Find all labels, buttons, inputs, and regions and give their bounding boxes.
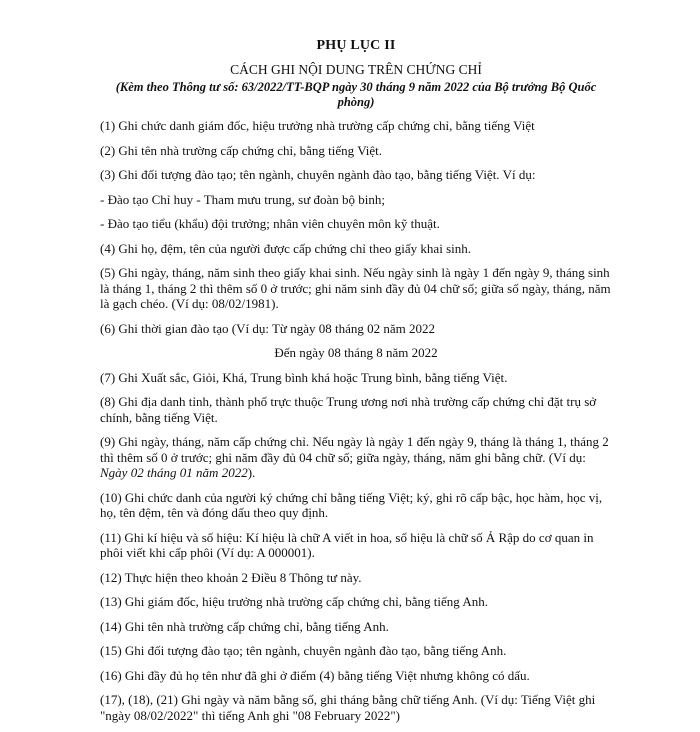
item-5: (5) Ghi ngày, tháng, năm sinh theo giấy khai sinh. Nếu ngày sinh là ngày 1 đến ngày 9, tháng sinh là tháng 1, tháng 2 thì thêm số 0 ở trước; ghi năm sinh đầy đủ 04 chữ số; giữa số ngày, tháng, năm là gạch chéo. (Ví dụ: 08/02/1981). xyxy=(100,265,611,311)
item-15: (15) Ghi đối tượng đào tạo; tên ngành, chuyên ngành đào tạo, bằng tiếng Anh. xyxy=(100,643,507,658)
item-6-end-date: Đến ngày 08 tháng 8 năm 2022 xyxy=(274,345,438,360)
item-7: (7) Ghi Xuất sắc, Giỏi, Khá, Trung bình khá hoặc Trung bình, bằng tiếng Việt. xyxy=(100,369,508,385)
item-9 xyxy=(100,434,612,481)
item-3-example-b: - Đào tạo tiểu (khẩu) đội trưởng; nhân viên chuyên môn kỹ thuật. xyxy=(100,216,440,231)
item-14: (14) Ghi tên nhà trường cấp chứng chỉ, bằng tiếng Anh. xyxy=(100,618,389,634)
item-8: (8) Ghi địa danh tỉnh, thành phố trực thuộc Trung ương nơi nhà trường cấp chứng chỉ đặt trụ sở chính, bằng tiếng Việt. xyxy=(100,394,597,425)
item-16: (16) Ghi đầy đủ họ tên như đã ghi ở điểm (4) bằng tiếng Việt nhưng không có dấu. xyxy=(100,667,530,683)
item-17-18-21: (17), (18), (21) Ghi ngày và năm bằng số, ghi tháng bằng chữ tiếng Anh. (Ví dụ: Tiếng Việt ghi "ngày 08/02/2022" thì tiếng Anh ghi "08 February 2022") xyxy=(100,692,596,723)
document-subtitle: CÁCH GHI NỘI DUNG TRÊN CHỨNG CHỈ xyxy=(230,62,482,77)
item-1: (1) Ghi chức danh giám đốc, hiệu trưởng nhà trường cấp chứng chỉ, bằng tiếng Việt xyxy=(100,118,535,133)
item-9-text: (9) Ghi ngày, tháng, năm cấp chứng chỉ. Nếu ngày là ngày 1 đến ngày 9, tháng là tháng 1, tháng 2 thì thêm số 0 ở trước; ghi năm đầy đủ 04 chữ số; giữa ngày, tháng, năm ghi bằng chữ. (Ví dụ: xyxy=(100,434,609,465)
item-4: (4) Ghi họ, đệm, tên của người được cấp chứng chỉ theo giấy khai sinh. xyxy=(100,240,471,256)
item-9-example: Ngày 02 tháng 01 năm 2022 xyxy=(100,465,248,480)
appendix-title: PHỤ LỤC II xyxy=(316,38,396,53)
item-12: (12) Thực hiện theo khoản 2 Điều 8 Thông tư này. xyxy=(100,569,362,585)
item-3-example-a: - Đào tạo Chỉ huy - Tham mưu trung, sư đoàn bộ binh; xyxy=(100,191,386,207)
issuance-note: (Kèm theo Thông tư số: 63/2022/TT-BQP ngày 30 tháng 9 năm 2022 của Bộ trưởng Bộ Quốc phòng) xyxy=(115,80,597,109)
item-13: (13) Ghi giám đốc, hiệu trưởng nhà trường cấp chứng chỉ, bằng tiếng Anh. xyxy=(100,594,488,609)
document-page xyxy=(100,38,612,732)
item-2: (2) Ghi tên nhà trường cấp chứng chỉ, bằng tiếng Việt. xyxy=(100,142,383,158)
item-10: (10) Ghi chức danh của người ký chứng chỉ bằng tiếng Việt; ký, ghi rõ cấp bậc, học hàm, học vị, họ, tên đệm, tên và đóng dấu theo quy định. xyxy=(100,489,603,520)
item-9-end: ). xyxy=(247,465,256,480)
item-11: (11) Ghi kí hiệu và số hiệu: Kí hiệu là chữ A viết in hoa, số hiệu là chữ số Ả Rập do cơ quan in phôi viết khi cấp phôi (Ví dụ: A 000001). xyxy=(100,529,594,560)
item-3: (3) Ghi đối tượng đào tạo; tên ngành, chuyên ngành đào tạo, bằng tiếng Việt. Ví dụ: xyxy=(100,167,536,182)
item-6: (6) Ghi thời gian đào tạo (Ví dụ: Từ ngày 08 tháng 02 năm 2022 xyxy=(100,320,436,336)
